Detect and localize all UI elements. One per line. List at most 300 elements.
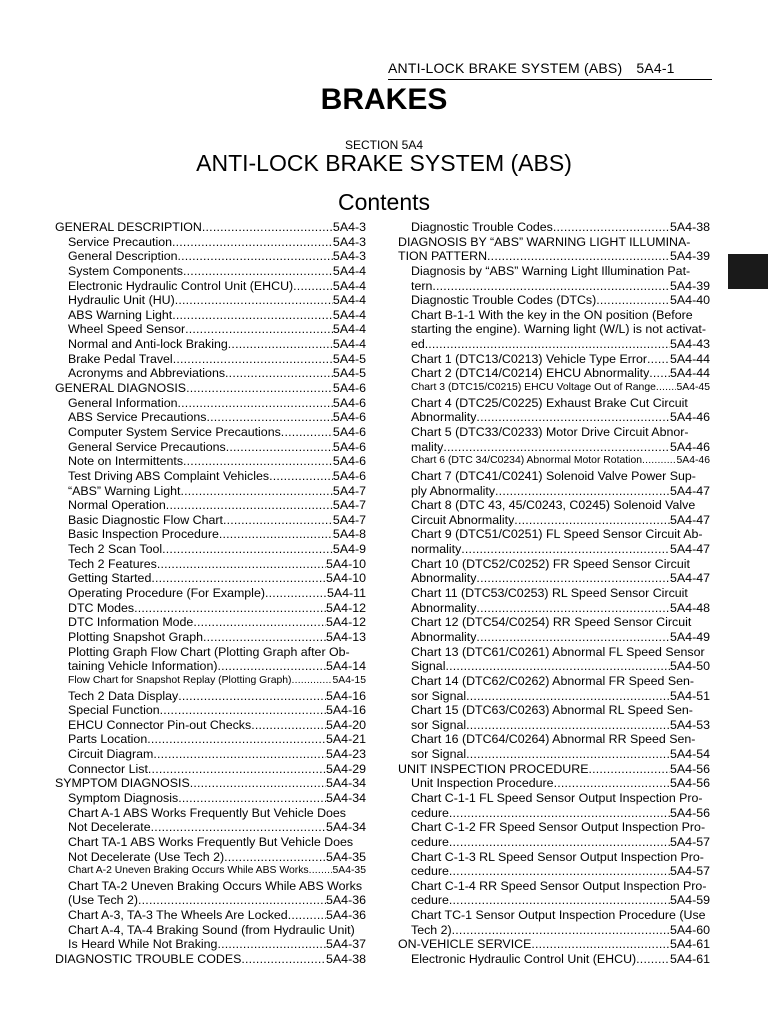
toc-entry-title: Not Decelerate (Use Tech 2) <box>68 849 225 864</box>
toc-dot-leader <box>178 689 326 704</box>
toc-entry[interactable] <box>398 732 710 747</box>
toc-entry-page: 5A4-12 <box>326 600 366 615</box>
toc-dot-leader <box>309 864 333 879</box>
toc-entry[interactable] <box>55 689 366 704</box>
toc-dot-leader <box>203 630 326 645</box>
toc-entry-title: Abnormality <box>411 410 477 425</box>
toc-entry-page: 5A4-7 <box>332 498 366 513</box>
toc-entry-title: Electronic Hydraulic Control Unit (EHCU) <box>68 278 294 293</box>
toc-entry[interactable] <box>55 659 366 674</box>
toc-entry-title: Chart C-1-2 FR Speed Sensor Output Inspection Pro- <box>411 820 706 835</box>
toc-entry-page: 5A4-46 <box>670 439 710 454</box>
toc-entry[interactable] <box>398 337 710 352</box>
toc-entry[interactable] <box>398 937 710 952</box>
toc-entry[interactable] <box>55 337 366 352</box>
toc-entry[interactable] <box>398 601 710 616</box>
toc-entry[interactable] <box>398 557 710 572</box>
toc-entry-title: Chart 13 (DTC61/C0261) Abnormal FL Speed Sensor <box>411 644 705 659</box>
toc-entry[interactable] <box>398 396 710 411</box>
toc-entry[interactable] <box>398 645 710 660</box>
toc-entry-title: cedure <box>411 805 449 820</box>
toc-dot-leader <box>138 893 326 908</box>
toc-entry-title: System Components <box>68 263 184 278</box>
toc-entry-page: 5A4-12 <box>326 615 366 630</box>
toc-entry[interactable] <box>398 293 710 308</box>
toc-entry[interactable] <box>55 381 366 396</box>
toc-entry-title: Tech 2 Features <box>68 556 157 571</box>
toc-dot-leader <box>251 718 326 733</box>
toc-dot-leader <box>281 425 333 440</box>
toc-dot-leader <box>487 249 670 264</box>
toc-dot-leader <box>178 249 333 264</box>
toc-entry[interactable] <box>398 747 710 762</box>
toc-dot-leader <box>642 454 676 469</box>
toc-dot-leader <box>223 513 333 528</box>
toc-entry[interactable] <box>398 703 710 718</box>
toc-entry-title: GENERAL DIAGNOSIS <box>55 381 187 396</box>
toc-entry-title: Special Function <box>68 703 160 718</box>
toc-entry[interactable] <box>398 322 710 337</box>
toc-entry-page: 5A4-7 <box>332 483 366 498</box>
toc-entry-page: 5A4-47 <box>670 571 710 586</box>
toc-entry-title: Chart 3 (DTC15/C0215) EHCU Voltage Out of Range <box>411 382 656 394</box>
toc-entry[interactable] <box>398 381 710 396</box>
toc-dot-leader <box>172 308 333 323</box>
toc-entry-title: sor Signal <box>411 688 467 703</box>
toc-entry[interactable] <box>398 542 710 557</box>
toc-entry[interactable] <box>55 601 366 616</box>
toc-entry[interactable] <box>398 659 710 674</box>
toc-entry-title: tern <box>411 278 433 293</box>
toc-entry[interactable] <box>398 454 710 469</box>
toc-entry-page: 5A4-53 <box>670 717 710 732</box>
toc-entry-page: 5A4-4 <box>332 307 366 322</box>
toc-entry[interactable] <box>55 249 366 264</box>
toc-dot-leader <box>476 601 670 616</box>
toc-entry-title: Chart A-1 ABS Works Frequently But Vehicle Does <box>68 805 347 820</box>
toc-entry[interactable] <box>398 220 710 235</box>
toc-entry[interactable] <box>55 498 366 513</box>
toc-entry-title: Normal and Anti-lock Braking <box>68 337 228 352</box>
toc-entry-title: Parts Location <box>68 732 148 747</box>
toc-entry[interactable] <box>55 703 366 718</box>
toc-entry[interactable] <box>398 893 710 908</box>
toc-entry[interactable] <box>398 425 710 440</box>
toc-entry[interactable] <box>55 293 366 308</box>
toc-entry-page: 5A4-39 <box>670 249 710 264</box>
header-rule <box>388 79 712 80</box>
toc-entry-page: 5A4-6 <box>332 395 366 410</box>
toc-entry[interactable] <box>55 542 366 557</box>
toc-entry[interactable] <box>55 850 366 865</box>
toc-entry[interactable] <box>55 952 366 967</box>
toc-entry-title: ABS Warning Light <box>68 307 173 322</box>
toc-dot-leader <box>443 440 670 455</box>
toc-entry-page: 5A4-57 <box>670 834 710 849</box>
toc-entry-title: Chart 6 (DTC 34/C0234) Abnormal Motor Rotation <box>411 455 643 467</box>
toc-entry-title: ABS Service Precautions <box>68 410 207 425</box>
toc-entry-title: Connector List <box>68 761 148 776</box>
toc-entry-title: Unit Inspection Procedure <box>411 776 554 791</box>
toc-entry[interactable] <box>55 513 366 528</box>
toc-entry[interactable] <box>398 527 710 542</box>
page-title: BRAKES <box>320 83 448 116</box>
toc-dot-leader <box>461 542 670 557</box>
toc-entry-title: Chart C-1-4 RR Speed Sensor Output Inspection Pro- <box>411 878 707 893</box>
toc-entry[interactable] <box>55 776 366 791</box>
toc-entry[interactable] <box>398 835 710 850</box>
toc-entry-page: 5A4-56 <box>670 761 710 776</box>
toc-entry-title: Abnormality <box>411 629 477 644</box>
toc-dot-leader <box>432 279 670 294</box>
toc-entry-page: 5A4-14 <box>326 659 366 674</box>
running-header <box>388 60 675 76</box>
toc-dot-leader <box>495 484 670 499</box>
toc-left-column <box>55 220 366 967</box>
toc-dot-leader <box>596 293 670 308</box>
toc-entry[interactable] <box>55 747 366 762</box>
toc-entry-title: Chart 16 (DTC64/C0264) Abnormal RR Speed Sen- <box>411 732 696 747</box>
toc-entry[interactable] <box>398 410 710 425</box>
toc-dot-leader <box>166 498 333 513</box>
toc-entry[interactable] <box>398 235 710 250</box>
toc-entry-title: cedure <box>411 864 449 879</box>
toc-entry-title: EHCU Connector Pin-out Checks <box>68 717 252 732</box>
toc-right-column <box>398 220 710 967</box>
toc-entry-title: General Description <box>68 249 178 264</box>
toc-entry-page: 5A4-61 <box>670 937 710 952</box>
toc-entry[interactable] <box>55 893 366 908</box>
toc-dot-leader <box>636 952 670 967</box>
toc-dot-leader <box>206 410 332 425</box>
toc-entry-page: 5A4-20 <box>326 717 366 732</box>
toc-entry-page: 5A4-51 <box>670 688 710 703</box>
toc-dot-leader <box>148 762 326 777</box>
toc-entry[interactable] <box>55 923 366 938</box>
toc-entry-title: Chart C-1-1 FL Speed Sensor Output Inspection Pro- <box>411 790 703 805</box>
toc-entry-page: 5A4-16 <box>326 688 366 703</box>
contents-heading: Contents <box>337 189 431 215</box>
toc-entry-title: Operating Procedure (For Example) <box>68 586 265 601</box>
toc-entry-page: 5A4-34 <box>326 820 366 835</box>
toc-entry-page: 5A4-57 <box>670 864 710 879</box>
toc-entry-page: 5A4-21 <box>326 732 366 747</box>
toc-entry-page: 5A4-5 <box>332 366 366 381</box>
toc-entry-page: 5A4-48 <box>670 600 710 615</box>
toc-entry[interactable] <box>398 879 710 894</box>
toc-dot-leader <box>157 557 326 572</box>
toc-entry-title: Circuit Diagram <box>68 747 154 762</box>
toc-dot-leader <box>193 615 326 630</box>
toc-entry-title: Getting Started <box>68 571 152 586</box>
toc-entry-page: 5A4-6 <box>332 424 366 439</box>
toc-entry-title: Tech 2 Scan Tool <box>68 542 163 557</box>
toc-entry-page: 5A4-35 <box>332 865 366 877</box>
toc-entry[interactable] <box>398 571 710 586</box>
toc-entry-page: 5A4-6 <box>332 439 366 454</box>
toc-dot-leader <box>153 747 326 762</box>
toc-entry[interactable] <box>55 645 366 660</box>
toc-entry[interactable] <box>398 923 710 938</box>
toc-entry[interactable] <box>55 791 366 806</box>
toc-entry-title: Chart 7 (DTC41/C0241) Solenoid Valve Power Sup- <box>411 468 696 483</box>
toc-entry[interactable] <box>55 264 366 279</box>
toc-entry[interactable] <box>55 586 366 601</box>
toc-dot-leader <box>449 806 670 821</box>
toc-entry[interactable] <box>55 410 366 425</box>
toc-dot-leader <box>172 235 333 250</box>
toc-entry-title: TION PATTERN <box>398 249 488 264</box>
toc-entry-page: 5A4-35 <box>326 849 366 864</box>
toc-dot-leader <box>293 279 333 294</box>
toc-entry[interactable] <box>55 484 366 499</box>
toc-entry-title: Test Driving ABS Complaint Vehicles <box>68 468 270 483</box>
toc-dot-leader <box>288 908 326 923</box>
toc-entry[interactable] <box>55 527 366 542</box>
toc-entry-title: cedure <box>411 893 449 908</box>
toc-entry[interactable] <box>398 908 710 923</box>
toc-entry[interactable] <box>398 264 710 279</box>
toc-dot-leader <box>449 864 670 879</box>
toc-dot-leader <box>452 923 670 938</box>
section-title: ANTI-LOCK BRAKE SYSTEM (ABS) <box>196 150 572 176</box>
toc-entry-title: Service Precaution <box>68 234 172 249</box>
toc-entry-title: ply Abnormality <box>411 483 496 498</box>
toc-dot-leader <box>466 747 670 762</box>
toc-entry-page: 5A4-43 <box>670 337 710 352</box>
toc-entry[interactable] <box>55 718 366 733</box>
toc-entry-title: UNIT INSPECTION PROCEDURE <box>398 761 589 776</box>
toc-entry[interactable] <box>55 366 366 381</box>
toc-entry-title: ON-VEHICLE SERVICE <box>398 937 532 952</box>
toc-dot-leader <box>217 937 326 952</box>
toc-dot-leader <box>554 776 670 791</box>
toc-entry-title: Diagnosis by “ABS” Warning Light Illumination Pat- <box>411 263 691 278</box>
toc-entry[interactable] <box>398 718 710 733</box>
toc-entry[interactable] <box>55 308 366 323</box>
toc-entry-title: Chart A-4, TA-4 Braking Sound (from Hydraulic Unit) <box>68 922 355 937</box>
toc-entry-title: Acronyms and Abbreviations <box>68 366 226 381</box>
toc-entry[interactable] <box>398 279 710 294</box>
toc-dot-leader <box>269 469 333 484</box>
toc-entry[interactable] <box>55 864 366 879</box>
toc-entry-page: 5A4-47 <box>670 512 710 527</box>
toc-entry[interactable] <box>398 820 710 835</box>
toc-dot-leader <box>649 366 670 381</box>
toc-entry-page: 5A4-36 <box>326 893 366 908</box>
toc-entry[interactable] <box>55 908 366 923</box>
toc-entry-page: 5A4-4 <box>332 322 366 337</box>
toc-dot-leader <box>265 586 327 601</box>
toc-entry[interactable] <box>55 396 366 411</box>
toc-entry-page: 5A4-60 <box>670 922 710 937</box>
toc-entry[interactable] <box>55 220 366 235</box>
toc-entry-page: 5A4-34 <box>326 790 366 805</box>
toc-entry-page: 5A4-16 <box>326 703 366 718</box>
toc-entry-title: Wheel Speed Sensor <box>68 322 186 337</box>
toc-entry[interactable] <box>398 498 710 513</box>
toc-entry[interactable] <box>55 762 366 777</box>
toc-entry-page: 5A4-38 <box>670 220 710 234</box>
toc-entry-page: 5A4-8 <box>332 527 366 542</box>
toc-entry-title: Is Heard While Not Braking <box>68 937 218 952</box>
toc-entry-title: Chart 1 (DTC13/C0213) Vehicle Type Error <box>411 351 647 366</box>
toc-entry-title: cedure <box>411 834 449 849</box>
toc-entry[interactable] <box>55 425 366 440</box>
toc-entry[interactable] <box>55 937 366 952</box>
toc-entry-page: 5A4-15 <box>332 674 366 686</box>
toc-dot-leader <box>647 352 670 367</box>
toc-entry[interactable] <box>55 469 366 484</box>
toc-entry[interactable] <box>55 235 366 250</box>
toc-entry-page: 5A4-13 <box>326 629 366 644</box>
toc-entry-page: 5A4-23 <box>326 747 366 762</box>
toc-entry[interactable] <box>398 952 710 967</box>
toc-dot-leader <box>476 571 670 586</box>
toc-entry-title: Chart 11 (DTC53/C0253) RL Speed Sensor Circuit <box>411 586 688 601</box>
toc-entry[interactable] <box>398 440 710 455</box>
toc-entry[interactable] <box>55 732 366 747</box>
toc-entry[interactable] <box>398 615 710 630</box>
toc-entry-title: mality <box>411 439 444 454</box>
toc-dot-leader <box>476 630 670 645</box>
toc-entry[interactable] <box>398 674 710 689</box>
toc-entry-page: 5A4-46 <box>670 410 710 425</box>
toc-entry-page: 5A4-3 <box>332 220 366 234</box>
toc-entry[interactable] <box>55 279 366 294</box>
toc-entry-title: DTC Information Mode <box>68 615 194 630</box>
toc-entry[interactable] <box>398 308 710 323</box>
toc-entry-title: Tech 2 Data Display <box>68 688 179 703</box>
toc-entry[interactable] <box>398 791 710 806</box>
toc-entry[interactable] <box>398 776 710 791</box>
toc-dot-leader <box>186 381 333 396</box>
toc-entry-title: Chart A-3, TA-3 The Wheels Are Locked <box>68 908 288 923</box>
toc-dot-leader <box>224 850 326 865</box>
toc-entry-page: 5A4-49 <box>670 629 710 644</box>
toc-entry-page: 5A4-3 <box>332 249 366 264</box>
toc-entry[interactable] <box>55 615 366 630</box>
toc-entry-title: Normal Operation <box>68 498 166 513</box>
toc-entry[interactable] <box>55 820 366 835</box>
section-number: SECTION 5A4 <box>344 138 424 152</box>
toc-entry-title: Chart 14 (DTC62/C0262) Abnormal FR Speed Sen- <box>411 673 695 688</box>
toc-entry[interactable] <box>398 586 710 601</box>
toc-entry-page: 5A4-61 <box>670 952 710 967</box>
toc-entry-page: 5A4-3 <box>332 234 366 249</box>
toc-entry-page: 5A4-38 <box>326 952 366 967</box>
toc-dot-leader <box>178 791 326 806</box>
toc-entry[interactable] <box>398 484 710 499</box>
toc-entry-title: Signal <box>411 659 446 674</box>
toc-dot-leader <box>160 703 326 718</box>
toc-entry[interactable] <box>55 557 366 572</box>
toc-entry-page: 5A4-11 <box>326 586 366 601</box>
toc-entry[interactable] <box>398 850 710 865</box>
toc-entry[interactable] <box>55 322 366 337</box>
toc-entry-page: 5A4-50 <box>670 659 710 674</box>
toc-entry[interactable] <box>55 352 366 367</box>
toc-entry[interactable] <box>55 440 366 455</box>
toc-entry-title: General Service Precautions <box>68 439 226 454</box>
toc-entry-title: Abnormality <box>411 600 477 615</box>
toc-dot-leader <box>219 527 333 542</box>
toc-entry-page: 5A4-47 <box>670 483 710 498</box>
toc-entry-title: DTC Modes <box>68 600 135 615</box>
toc-entry[interactable] <box>398 689 710 704</box>
toc-dot-leader <box>476 410 670 425</box>
toc-dot-leader <box>449 893 670 908</box>
toc-entry[interactable] <box>398 469 710 484</box>
toc-entry[interactable] <box>55 674 366 689</box>
toc-entry-title: starting the engine). Warning light (W/L) is not activat- <box>411 322 706 337</box>
toc-dot-leader <box>514 513 670 528</box>
toc-entry-title: Chart TC-1 Sensor Output Inspection Procedure (Use <box>411 908 706 923</box>
toc-dot-leader <box>147 732 326 747</box>
toc-entry[interactable] <box>55 879 366 894</box>
toc-entry[interactable] <box>398 806 710 821</box>
toc-entry-title: Chart A-2 Uneven Braking Occurs While ABS Works <box>68 865 309 877</box>
toc-dot-leader <box>449 835 670 850</box>
toc-entry-title: Computer System Service Precautions <box>68 424 281 439</box>
toc-entry-page: 5A4-6 <box>332 410 366 425</box>
toc-entry-page: 5A4-5 <box>332 351 366 366</box>
section-thumb-tab <box>728 254 768 289</box>
toc-entry-title: taining Vehicle Information) <box>68 659 218 674</box>
toc-entry[interactable] <box>398 352 710 367</box>
toc-dot-leader <box>228 337 333 352</box>
toc-entry-page: 5A4-4 <box>332 293 366 308</box>
toc-entry-page: 5A4-4 <box>332 278 366 293</box>
toc-entry[interactable] <box>398 249 710 264</box>
toc-entry[interactable] <box>398 864 710 879</box>
toc-dot-leader <box>217 659 326 674</box>
toc-entry-title: Basic Inspection Procedure <box>68 527 219 542</box>
toc-entry-page: 5A4-7 <box>332 512 366 527</box>
toc-entry-page: 5A4-56 <box>670 776 710 791</box>
toc-dot-leader <box>225 366 333 381</box>
toc-entry[interactable] <box>398 513 710 528</box>
toc-entry-title: (Use Tech 2) <box>68 893 139 908</box>
toc-entry[interactable] <box>398 630 710 645</box>
toc-entry[interactable] <box>55 806 366 821</box>
toc-entry-page: 5A4-45 <box>676 382 710 394</box>
toc-entry[interactable] <box>55 630 366 645</box>
toc-entry-title: Brake Pedal Travel <box>68 351 173 366</box>
header-page-number: 5A4-1 <box>636 60 675 76</box>
toc-entry-page: 5A4-56 <box>670 805 710 820</box>
toc-entry-title: Electronic Hydraulic Control Unit (EHCU) <box>411 952 637 967</box>
toc-entry[interactable] <box>398 366 710 381</box>
toc-entry-page: 5A4-59 <box>670 893 710 908</box>
toc-entry[interactable] <box>55 571 366 586</box>
toc-dot-leader <box>190 776 326 791</box>
toc-entry-title: Chart 10 (DTC52/C0252) FR Speed Sensor Circuit <box>411 556 690 571</box>
toc-entry-title: normality <box>411 542 462 557</box>
toc-entry[interactable] <box>55 835 366 850</box>
toc-entry-page: 5A4-10 <box>326 556 366 571</box>
toc-entry-title: Chart 2 (DTC14/C0214) EHCU Abnormality <box>411 366 650 381</box>
toc-entry-page: 5A4-6 <box>332 454 366 469</box>
toc-entry-title: Abnormality <box>411 571 477 586</box>
header-title: ANTI-LOCK BRAKE SYSTEM (ABS) <box>388 60 623 76</box>
toc-dot-leader <box>466 689 670 704</box>
toc-entry-title: Tech 2) <box>411 922 452 937</box>
toc-entry-title: Chart 8 (DTC 43, 45/C0243, C0245) Solenoid Valve <box>411 498 696 513</box>
toc-dot-leader <box>162 542 333 557</box>
toc-entry[interactable] <box>398 762 710 777</box>
toc-entry[interactable] <box>55 454 366 469</box>
